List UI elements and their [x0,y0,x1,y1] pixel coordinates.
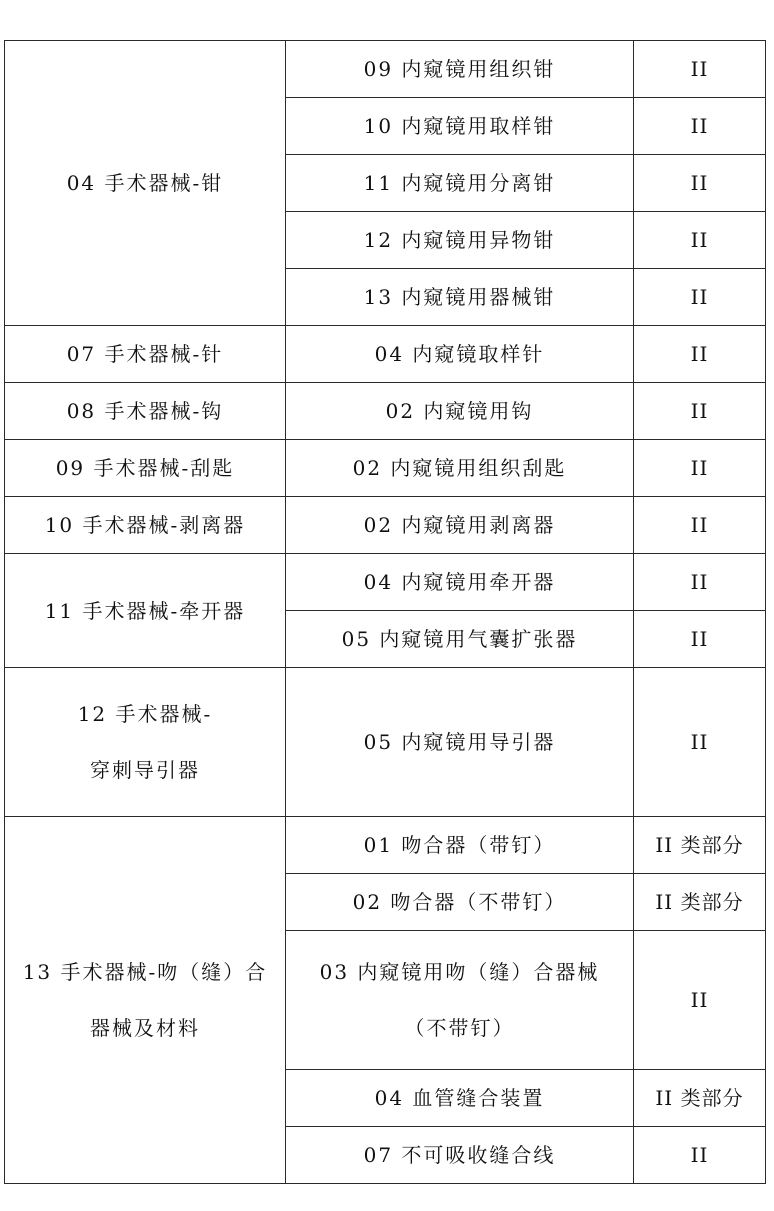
product-name: 09 内窥镜用组织钳 [363,57,556,81]
product-name: 04 血管缝合装置 [374,1086,545,1110]
product-name: 11 内窥镜用分离钳 [363,171,556,195]
product-cell [286,269,634,326]
product-cell [286,817,634,874]
product-name: 04 内窥镜用牵开器 [363,570,556,594]
category-label: 07 手术器械-针 [66,342,224,366]
product-name: 02 内窥镜用钩 [385,399,534,423]
table-row [5,497,766,554]
category-label: 10 手术器械-剥离器 [44,513,246,537]
product-name: 02 吻合器（不带钉） [352,890,567,914]
product-name: 02 内窥镜用组织刮匙 [352,456,567,480]
management-class: II [634,98,766,155]
category-cell [5,497,286,554]
product-name: 05 内窥镜用导引器 [363,730,556,754]
product-name: 07 不可吸收缝合线 [363,1143,556,1167]
category-label: 器械及材料 [90,1016,200,1040]
product-cell [286,611,634,668]
category-cell [5,817,286,1184]
table-row [5,440,766,497]
management-class: II [634,440,766,497]
management-class: II [634,1127,766,1184]
product-cell [286,931,634,1070]
management-class: II [634,155,766,212]
category-label: 08 手术器械-钩 [66,399,224,423]
product-name: 02 内窥镜用剥离器 [363,513,556,537]
category-cell [5,383,286,440]
table-row [5,554,766,611]
category-label: 04 手术器械-钳 [66,171,224,195]
product-name: 13 内窥镜用器械钳 [363,285,556,309]
device-catalog-table [4,40,766,1184]
table-row [5,668,766,817]
category-label: 11 手术器械-牵开器 [44,598,246,623]
management-class: II [634,554,766,611]
product-cell [286,98,634,155]
product-cell [286,668,634,817]
management-class: II [634,497,766,554]
category-label: 09 手术器械-刮匙 [55,456,235,480]
product-cell [286,497,634,554]
management-class: II 类部分 [634,817,766,874]
management-class: II 类部分 [634,1070,766,1127]
management-class: II [634,931,766,1070]
product-cell [286,326,634,383]
table-row [5,383,766,440]
table-row [5,326,766,383]
product-name: 01 吻合器（带钉） [363,833,556,857]
management-class: II [634,212,766,269]
product-cell [286,1070,634,1127]
management-class: II [634,269,766,326]
product-cell [286,440,634,497]
management-class: II [634,326,766,383]
product-cell [286,212,634,269]
product-name: 03 内窥镜用吻（缝）合器械 [319,960,600,984]
management-class: II [634,668,766,817]
category-cell [5,554,286,668]
table-row [5,817,766,874]
product-name: 12 内窥镜用异物钳 [363,228,556,252]
category-cell [5,41,286,326]
category-label: 穿刺导引器 [90,758,200,782]
category-cell [5,326,286,383]
management-class: II [634,41,766,98]
product-cell [286,554,634,611]
category-label: 12 手术器械- [77,702,213,726]
product-name: 05 内窥镜用气囊扩张器 [341,627,578,651]
management-class: II [634,383,766,440]
product-cell [286,874,634,931]
product-cell [286,383,634,440]
management-class: II 类部分 [634,874,766,931]
product-cell [286,1127,634,1184]
table-row [5,41,766,98]
category-label: 13 手术器械-吻（缝）合 [22,960,268,984]
product-name: （不带钉） [404,1016,515,1040]
category-cell [5,440,286,497]
product-cell [286,41,634,98]
category-cell [5,668,286,817]
table-body [5,41,766,1184]
management-class: II [634,611,766,668]
product-cell [286,155,634,212]
product-name: 10 内窥镜用取样钳 [363,114,556,138]
product-name: 04 内窥镜取样针 [374,342,545,366]
